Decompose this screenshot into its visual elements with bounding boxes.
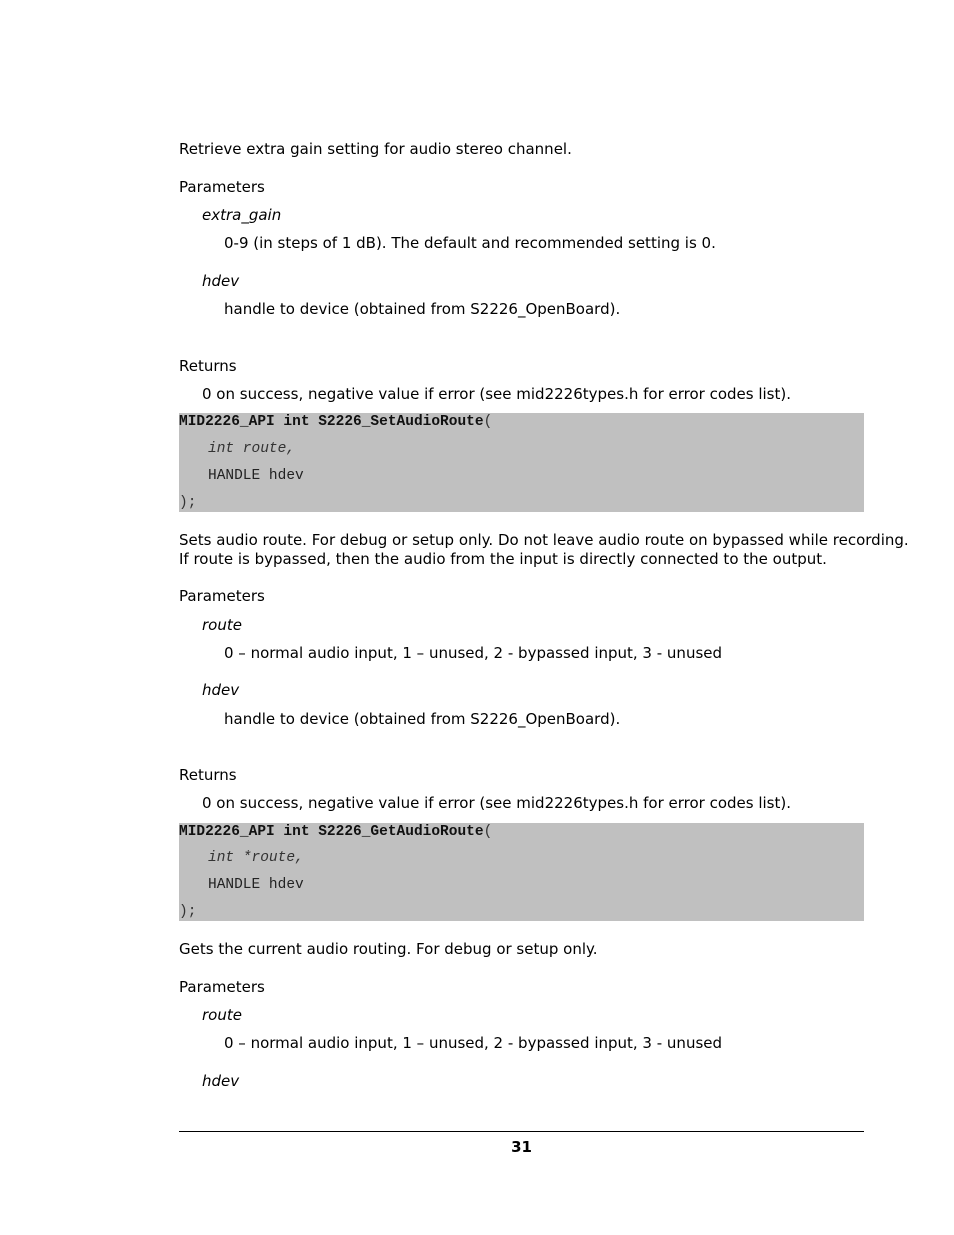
code-close: ); [179,495,197,511]
function-signature: MID2226_API int S2226_GetAudioRoute [179,824,484,840]
parameters-heading: Parameters [179,178,265,196]
code-argument: HANDLE hdev [208,468,304,484]
function-signature: MID2226_API int S2226_SetAudioRoute [179,414,484,430]
param-description: 0 – normal audio input, 1 – unused, 2 - bypassed input, 3 - unused [224,644,723,662]
function-description: Sets audio route. For debug or setup only. Do not leave audio route on bypassed while recording. [179,531,909,549]
param-name: hdev [202,681,240,699]
code-block-set-audio-route [179,413,864,512]
code-argument: HANDLE hdev [208,877,304,893]
open-paren: ( [483,414,493,430]
function-description: If route is bypassed, then the audio from the input is directly connected to the output. [179,550,827,568]
param-description: handle to device (obtained from S2226_OpenBoard). [224,710,621,728]
function-description: Gets the current audio routing. For debug or setup only. [179,940,598,958]
param-name: hdev [202,272,240,290]
open-paren: ( [483,824,493,840]
returns-description: 0 on success, negative value if error (see mid2226types.h for error codes list). [202,385,791,403]
parameters-heading: Parameters [179,978,265,996]
param-description: 0-9 (in steps of 1 dB). The default and recommended setting is 0. [224,234,716,252]
function-description: Retrieve extra gain setting for audio stereo channel. [179,140,572,158]
document-page [179,0,909,1235]
page-number: 31 [511,1138,532,1156]
returns-description: 0 on success, negative value if error (see mid2226types.h for error codes list). [202,794,791,812]
code-close: ); [179,904,197,920]
param-name: route [202,1006,242,1024]
code-argument: int route, [208,441,296,457]
code-argument: int *route, [208,850,304,866]
param-description: 0 – normal audio input, 1 – unused, 2 - bypassed input, 3 - unused [224,1034,723,1052]
param-name: route [202,616,242,634]
returns-heading: Returns [179,357,237,375]
param-name: hdev [202,1072,240,1090]
param-name: extra_gain [202,206,282,224]
param-description: handle to device (obtained from S2226_OpenBoard). [224,300,621,318]
parameters-heading: Parameters [179,587,265,605]
code-block-get-audio-route [179,823,864,921]
returns-heading: Returns [179,766,237,784]
footer-divider [179,1131,864,1132]
